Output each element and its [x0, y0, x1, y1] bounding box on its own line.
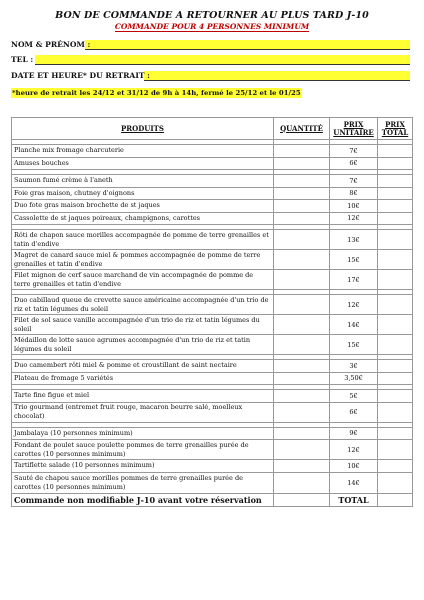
product-row [12, 440, 413, 460]
unit-price: 8€ [330, 187, 378, 200]
total-price-cell[interactable] [378, 360, 413, 373]
quantity-cell[interactable] [274, 440, 330, 460]
total-price-cell[interactable] [378, 270, 413, 290]
quantity-cell[interactable] [274, 212, 330, 225]
product-row [12, 427, 413, 440]
product-row [12, 175, 413, 188]
total-price-cell[interactable] [378, 402, 413, 422]
product-row [12, 157, 413, 170]
unit-price: 13€ [330, 230, 378, 250]
total-price-cell[interactable] [378, 390, 413, 403]
quantity-cell[interactable] [274, 187, 330, 200]
product-row [12, 270, 413, 290]
total-price-cell[interactable] [378, 460, 413, 473]
quantity-cell[interactable] [274, 335, 330, 355]
footer-empty-cell [274, 493, 330, 506]
total-price-cell[interactable] [378, 472, 413, 493]
product-name: Foie gras maison, chutney d'oignons [12, 187, 274, 200]
form-subtitle: COMMANDE POUR 4 PERSONNES MINIMUM [114, 22, 310, 31]
product-name: Tartiflette salade (10 personnes minimum) [12, 460, 274, 473]
unit-price: 7€ [330, 175, 378, 188]
order-table [11, 117, 413, 507]
product-name: Amuses bouches [12, 157, 274, 170]
unit-price: 10€ [330, 460, 378, 473]
non-modifiable-note: Commande non modifiable J-10 avant votre réservation [12, 493, 274, 506]
total-price-cell[interactable] [378, 250, 413, 270]
product-name: Fondant de poulet sauce poulette pommes de terre grenailles purée de carottes (10 personnes minimum) [12, 440, 274, 460]
quantity-cell[interactable] [274, 200, 330, 213]
product-row [12, 295, 413, 315]
product-row [12, 360, 413, 373]
unit-price: 5€ [330, 390, 378, 403]
total-price-cell[interactable] [378, 295, 413, 315]
product-name: Rôti de chapon sauce morilles accompagnée de pomme de terre grenailles et tatin d'endive [12, 230, 274, 250]
unit-price: 12€ [330, 295, 378, 315]
total-price-cell[interactable] [378, 157, 413, 170]
product-row [12, 390, 413, 403]
unit-price: 15€ [330, 250, 378, 270]
quantity-cell[interactable] [274, 250, 330, 270]
product-row [12, 212, 413, 225]
quantity-cell[interactable] [274, 175, 330, 188]
total-price-cell[interactable] [378, 335, 413, 355]
unit-price: 12€ [330, 440, 378, 460]
product-name: Sauté de chapou sauce morilles pommes de terre grenailles purée de carottes (10 personnes minimum) [12, 472, 274, 493]
product-name: Magret de canard sauce miel & pommes accompagnée de pomme de terre grenailles et tatin d'endive [12, 250, 274, 270]
col-header-unit-price: PRIX UNITAIRE [330, 118, 378, 140]
order-table-body [12, 140, 413, 507]
unit-price: 14€ [330, 315, 378, 335]
unit-price: 7€ [330, 145, 378, 158]
product-name: Jambalaya (10 personnes minimum) [12, 427, 274, 440]
name-input-line[interactable] [85, 40, 410, 50]
datetime-input-line[interactable] [144, 71, 410, 81]
pickup-hours-note: *heure de retrait les 24/12 et 31/12 de 9h à 14h, fermé le 25/12 et le 01/25 [12, 89, 301, 97]
quantity-cell[interactable] [274, 402, 330, 422]
quantity-cell[interactable] [274, 315, 330, 335]
total-price-cell[interactable] [378, 200, 413, 213]
product-row [12, 460, 413, 473]
quantity-cell[interactable] [274, 460, 330, 473]
total-label: TOTAL [330, 493, 378, 506]
total-price-cell[interactable] [378, 315, 413, 335]
form-title: BON DE COMMANDE A RETOURNER AU PLUS TARD J-10 [55, 10, 369, 21]
unit-price: 3,50€ [330, 372, 378, 385]
unit-price: 6€ [330, 402, 378, 422]
datetime-label: DATE ET HEURE* DU RETRAIT : [11, 71, 150, 80]
total-price-cell[interactable] [378, 145, 413, 158]
col-header-total-price: PRIX TOTAL [378, 118, 413, 140]
name-field[interactable] [11, 40, 90, 49]
unit-price: 14€ [330, 472, 378, 493]
total-price-cell[interactable] [378, 187, 413, 200]
unit-price: 6€ [330, 157, 378, 170]
unit-price: 17€ [330, 270, 378, 290]
product-row [12, 472, 413, 493]
product-name: Cassolette de st jaques poireaux, champignons, carottes [12, 212, 274, 225]
product-name: Filet de sol sauce vanille accompagnée d'un trio de riz et tatin légumes du soleil [12, 315, 274, 335]
unit-price: 15€ [330, 335, 378, 355]
quantity-cell[interactable] [274, 360, 330, 373]
product-row [12, 315, 413, 335]
product-row [12, 145, 413, 158]
product-row [12, 250, 413, 270]
product-name: Duo fote gras maison brochette de st jaques [12, 200, 274, 213]
quantity-cell[interactable] [274, 390, 330, 403]
product-row [12, 372, 413, 385]
phone-field[interactable] [11, 55, 33, 64]
product-row [12, 187, 413, 200]
total-price-cell[interactable] [378, 440, 413, 460]
product-name: Saumon fumé crème à l'aneth [12, 175, 274, 188]
footer-row [12, 493, 413, 506]
quantity-cell[interactable] [274, 472, 330, 493]
product-row [12, 230, 413, 250]
product-name: Médaillon de lotte sauce agrumes accompagnée d'un trio de riz et tatin légumes du soleil [12, 335, 274, 355]
quantity-cell[interactable] [274, 270, 330, 290]
grand-total-cell[interactable] [378, 493, 413, 506]
total-price-cell[interactable] [378, 175, 413, 188]
product-row [12, 335, 413, 355]
quantity-cell[interactable] [274, 157, 330, 170]
total-price-cell[interactable] [378, 212, 413, 225]
col-header-quantity: QUANTITÉ [274, 118, 330, 140]
unit-price: 12€ [330, 212, 378, 225]
name-label: NOM & PRÉNOM : [11, 40, 91, 49]
unit-price: 10€ [330, 200, 378, 213]
quantity-cell[interactable] [274, 230, 330, 250]
product-name: Filet mignon de cerf sauce marchand de vin accompagnée de pomme de terre grenailles et tatin d'endive [12, 270, 274, 290]
product-name: Trio gourmand (entremet fruit rouge, macaron beurre salé, moelleux chocolat) [12, 402, 274, 422]
unit-price: 9€ [330, 427, 378, 440]
total-price-cell[interactable] [378, 372, 413, 385]
quantity-cell[interactable] [274, 145, 330, 158]
col-header-products: PRODUITS [12, 118, 274, 140]
unit-price: 3€ [330, 360, 378, 373]
product-name: Plateau de fromage 5 variétés [12, 372, 274, 385]
product-name: Tarte fine figue et miel [12, 390, 274, 403]
quantity-cell[interactable] [274, 295, 330, 315]
quantity-cell[interactable] [274, 427, 330, 440]
product-row [12, 402, 413, 422]
total-price-cell[interactable] [378, 230, 413, 250]
total-price-cell[interactable] [378, 427, 413, 440]
product-name: Duo cabillaud queue de crevette sauce américaine accompagnée d'un trio de riz et tatin légumes du soleil [12, 295, 274, 315]
product-name: Planche mix fromage charcuterie [12, 145, 274, 158]
phone-input-line[interactable] [35, 55, 410, 65]
datetime-field[interactable] [11, 71, 150, 80]
product-row [12, 200, 413, 213]
product-name: Duo camembert rôti miel & pomme et croustillant de saint nectaire [12, 360, 274, 373]
phone-label: TEL : [11, 55, 34, 64]
quantity-cell[interactable] [274, 372, 330, 385]
